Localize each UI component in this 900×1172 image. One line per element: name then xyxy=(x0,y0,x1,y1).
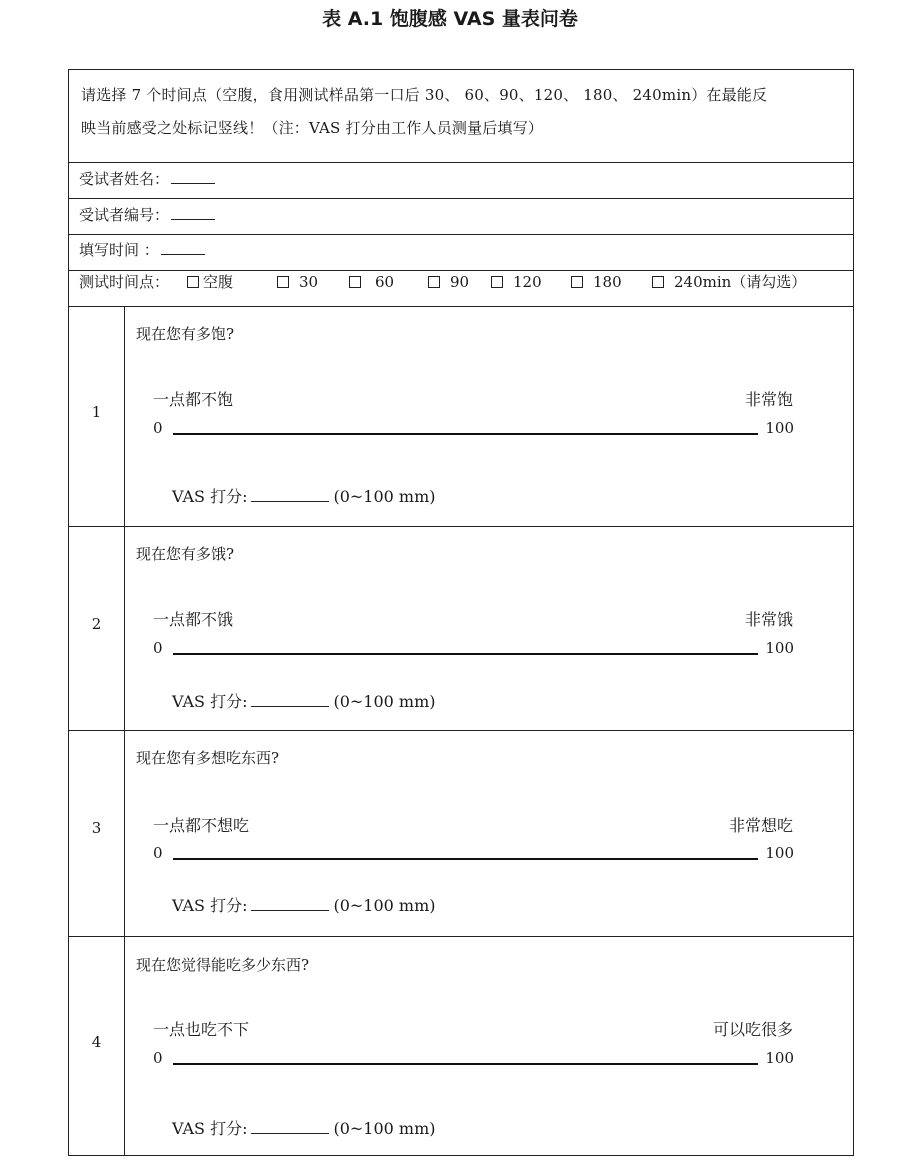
checkbox-icon[interactable] xyxy=(428,276,440,288)
checkbox-60[interactable]: 60 xyxy=(349,275,394,290)
checkbox-180[interactable]: 180 xyxy=(571,275,622,290)
scale-left-label: 一点也吃不下 xyxy=(153,1020,250,1039)
vas-score-row: VAS 打分: (0~100 mm) xyxy=(172,1119,436,1138)
page-title: 表 A.1 饱腹感 VAS 量表问卷 xyxy=(322,8,578,30)
question-section-2 xyxy=(69,526,853,730)
vas-scale-line[interactable] xyxy=(173,858,758,860)
scale-max: 100 xyxy=(765,639,794,657)
question-section-1 xyxy=(69,306,853,526)
row-divider xyxy=(69,270,853,271)
scale-right-label: 非常饿 xyxy=(744,610,793,629)
scale-left-label: 一点都不饿 xyxy=(153,610,234,629)
question-number: 2 xyxy=(91,615,102,633)
time-field[interactable] xyxy=(79,242,205,258)
scale-max: 100 xyxy=(765,844,794,862)
instructions-line-2: 映当前感受之处标记竖线！（注：VAS 打分由工作人员测量后填写） xyxy=(81,119,544,137)
checkbox-icon[interactable] xyxy=(187,276,199,288)
scale-min: 0 xyxy=(153,1049,163,1067)
question-number: 4 xyxy=(91,1033,102,1051)
question-number: 3 xyxy=(91,819,102,837)
scale-right-label: 非常想吃 xyxy=(728,816,793,835)
vas-scale-line[interactable] xyxy=(173,1063,758,1065)
vas-scale-line[interactable] xyxy=(173,433,758,435)
checkbox-icon[interactable] xyxy=(652,276,664,288)
time-blank[interactable] xyxy=(161,242,205,255)
vas-score-blank[interactable] xyxy=(251,489,329,502)
question-section-4 xyxy=(69,936,853,1156)
vas-score-row: VAS 打分: (0~100 mm) xyxy=(172,896,436,915)
scale-left-label: 一点都不饱 xyxy=(153,390,234,409)
checkbox-30[interactable]: 30 xyxy=(277,275,318,290)
instructions-line-1: 请选择 7 个时间点（空腹，食用测试样品第一口后 30、 60、90、120、 180、 240min）在最能反 xyxy=(81,86,768,104)
scale-min: 0 xyxy=(153,419,163,437)
scale-min: 0 xyxy=(153,844,163,862)
row-divider xyxy=(69,198,853,199)
checkbox-90[interactable]: 90 xyxy=(428,275,469,290)
name-label: 受试者姓名： xyxy=(79,170,170,188)
vas-score-blank[interactable] xyxy=(251,898,329,911)
id-label: 受试者编号： xyxy=(79,206,170,224)
checkbox-fasting[interactable]: 空腹 xyxy=(187,275,233,290)
question-section-3 xyxy=(69,730,853,936)
vas-score-row: VAS 打分: (0~100 mm) xyxy=(172,692,436,711)
id-blank[interactable] xyxy=(171,207,215,220)
questionnaire-table xyxy=(68,69,854,1156)
row-divider xyxy=(69,162,853,163)
checkbox-120[interactable]: 120 xyxy=(491,275,542,290)
test-time-label: 测试时间点： xyxy=(79,273,170,291)
question-text: 现在您有多饿? xyxy=(136,545,235,563)
checkbox-icon[interactable] xyxy=(491,276,503,288)
vas-score-blank[interactable] xyxy=(251,1121,329,1134)
question-text: 现在您有多饱? xyxy=(136,325,235,343)
checkbox-icon[interactable] xyxy=(571,276,583,288)
scale-right-label: 可以吃很多 xyxy=(712,1020,793,1039)
time-label: 填写时间 ： xyxy=(79,241,159,259)
checkbox-icon[interactable] xyxy=(277,276,289,288)
vas-score-row: VAS 打分: (0~100 mm) xyxy=(172,487,436,506)
scale-min: 0 xyxy=(153,639,163,657)
scale-right-label: 非常饱 xyxy=(744,390,793,409)
scale-left-label: 一点都不想吃 xyxy=(153,816,250,835)
question-text: 现在您有多想吃东西? xyxy=(136,749,280,767)
scale-max: 100 xyxy=(765,1049,794,1067)
checkbox-icon[interactable] xyxy=(349,276,361,288)
id-field[interactable] xyxy=(79,207,215,223)
name-blank[interactable] xyxy=(171,171,215,184)
name-field[interactable] xyxy=(79,171,215,187)
vas-scale-line[interactable] xyxy=(173,653,758,655)
scale-max: 100 xyxy=(765,419,794,437)
row-divider xyxy=(69,234,853,235)
question-text: 现在您觉得能吃多少东西? xyxy=(136,956,310,974)
checkbox-240[interactable]: 240min（请勾选） xyxy=(652,275,806,290)
question-number: 1 xyxy=(91,403,102,421)
vas-score-blank[interactable] xyxy=(251,694,329,707)
